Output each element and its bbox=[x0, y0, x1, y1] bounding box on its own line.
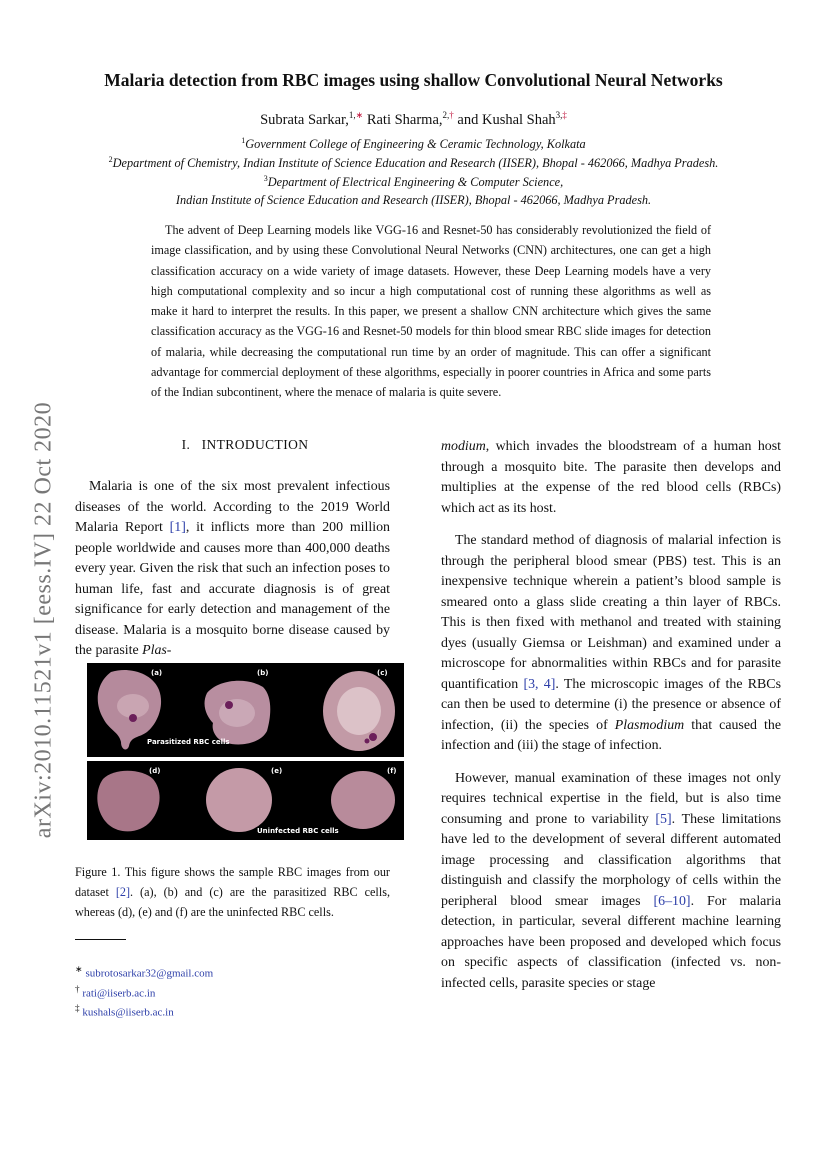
footnote-1: ∗ subrotosarkar32@gmail.com bbox=[75, 964, 214, 980]
uninfected-caption: Uninfected RBC cells bbox=[257, 827, 339, 835]
intro-paragraph-2: The standard method of diagnosis of malarial infection is through the peripheral blood smear (PBS) test. This is an inexpensive technique wherein a patient’s blood sample is smeared onto a glass slide creating a thin layer of RBCs. This is then fixed with methanol and treated with staining dyes (usually Giemsa or Leishman) and examined under a microscope for abnormalities within RBCs and for parasite quantification [3, 4]. The microscopic images of the RBCs can then be used to determine (i) the presence or absence of infection, (ii) the species of Plasmodium that caused the infection and (iii) the stage of infection. bbox=[441, 533, 781, 753]
intro-right-column bbox=[441, 437, 781, 994]
cell-d-image bbox=[89, 765, 169, 837]
footnote-rule bbox=[75, 939, 126, 940]
parasitized-caption: Parasitized RBC cells bbox=[147, 738, 230, 746]
citation-link[interactable]: [3, 4] bbox=[523, 676, 556, 692]
affiliation-3: $^3$Department of Electrical Engineering & Computer Science, bbox=[263, 174, 564, 190]
affiliation-1: $^1$Government College of Engineering & Ceramic Technology, Kolkata bbox=[241, 136, 586, 152]
paper-title: Malaria detection from RBC images using shallow Convolutional Neural Networks bbox=[104, 70, 723, 90]
uninfected-panel bbox=[87, 761, 404, 840]
label-d: (d) bbox=[149, 767, 161, 775]
email-link[interactable]: subrotosarkar32@gmail.com bbox=[85, 967, 214, 980]
intro-paragraph-3: However, manual examination of these images not only requires technical expertise in the field, but is also time consuming and prone to variability [5]. These limitations have led to the development of several different automated image processing and classification algorithms that distinguish and classify the morphology of cells within the peripheral blood smear images [6–10]. For malaria detection, in particular, several different machine learning approaches have been proposed and developed which focus on specific aspects of classification (infected vs. non-infected cells, parasite species or stage bbox=[441, 770, 781, 991]
affiliation-3-cont: Indian Institute of Science Education and Research (IISER), Bhopal - 462066, Madhya Pradesh. bbox=[175, 193, 652, 207]
label-e: (e) bbox=[271, 767, 283, 775]
label-a: (a) bbox=[151, 669, 163, 677]
label-f: (f) bbox=[387, 767, 397, 775]
arxiv-id: arXiv:2010.11521v1 [eess.IV] 22 Oct 2020 bbox=[30, 401, 57, 839]
citation-link[interactable]: [2] bbox=[115, 885, 131, 899]
figure-caption: Figure 1. This figure shows the sample RBC images from our dataset [2]. (a), (b) and (c) are the parasitized RBC cells, whereas (d), (e) and (f) are the uninfected RBC cells. bbox=[75, 865, 390, 919]
footnote-2: † rati@iiserb.ac.in bbox=[75, 983, 156, 1000]
intro-paragraph-1-cont: modium, which invades the bloodstream of a human host through a mosquito bite. The parasite then develops and multiplies at the expense of the red blood cells (RBCs) which act as its host. bbox=[441, 439, 781, 516]
author-3: and Kushal Shah bbox=[457, 111, 556, 128]
author-2: Rati Sharma, bbox=[366, 111, 443, 128]
abstract: The advent of Deep Learning models like VGG-16 and Resnet-50 has considerably revolutionized the field of image classification, and by using these Convolutional Neural Networks (CNN) architectures, one can get a high classification accuracy on a wide variety of image datasets. However, these Deep Learning models have a very high computational complexity and so incur a high computational cost of running these algorithms as well as make it hard to interpret the results. In this paper, we present a shallow CNN architecture which gives the same classification accuracy as the VGG-16 and Resnet-50 models for thin blood smear RBC slide images for detection of malaria, while decreasing the computational run time by an order of magnitude. This can offer a significant advantage for commercial deployment of these algorithms, especially in poorer countries in Africa and some parts of the Indian subcontinent, where the menace of malaria is quite severe. bbox=[151, 223, 711, 400]
parasitized-panel bbox=[87, 663, 404, 757]
figure-1 bbox=[87, 663, 404, 840]
arxiv-stamp bbox=[24, 360, 64, 880]
author-1: Subrata Sarkar, bbox=[260, 111, 349, 128]
footnotes bbox=[75, 962, 213, 1021]
intro-paragraph-1: Malaria is one of the six most prevalent infectious diseases of the world. According to the 2019 World Malaria Report [1], it inflicts more than 200 million people worldwide and causes more than 400,000 deaths every year. Given the risk that such an infection poses to human life, fast and accurate diagnosis is of great significance for early detection and management of the disease. Malaria is a mosquito borne disease caused by the parasite Plas- bbox=[75, 479, 390, 658]
footnote-3: ‡ kushals@iiserb.ac.in bbox=[75, 1003, 174, 1019]
author-list: Subrata Sarkar,$^{1,∗}$ Rati Sharma,$^{2,\dagger}$ and Kushal Shah$^{3,\ddagger}$ bbox=[260, 110, 567, 128]
cell-e-image bbox=[203, 765, 275, 835]
cell-f-image bbox=[327, 767, 399, 833]
email-link[interactable]: kushals@iiserb.ac.in bbox=[82, 1006, 174, 1019]
citation-link[interactable]: [5] bbox=[655, 811, 672, 827]
cell-c-image bbox=[319, 667, 399, 753]
label-b: (b) bbox=[257, 669, 269, 677]
affiliation-2: $^2$Department of Chemistry, Indian Institute of Science Education and Research (IISER), Bhopal - 462066, Madhya Pradesh. bbox=[108, 155, 719, 171]
citation-link[interactable]: [1] bbox=[169, 520, 186, 535]
section-heading: I. INTRODUCTION bbox=[181, 437, 309, 452]
citation-link[interactable]: [6–10] bbox=[653, 893, 691, 909]
email-link[interactable]: rati@iiserb.ac.in bbox=[82, 987, 156, 1000]
label-c: (c) bbox=[377, 669, 388, 677]
